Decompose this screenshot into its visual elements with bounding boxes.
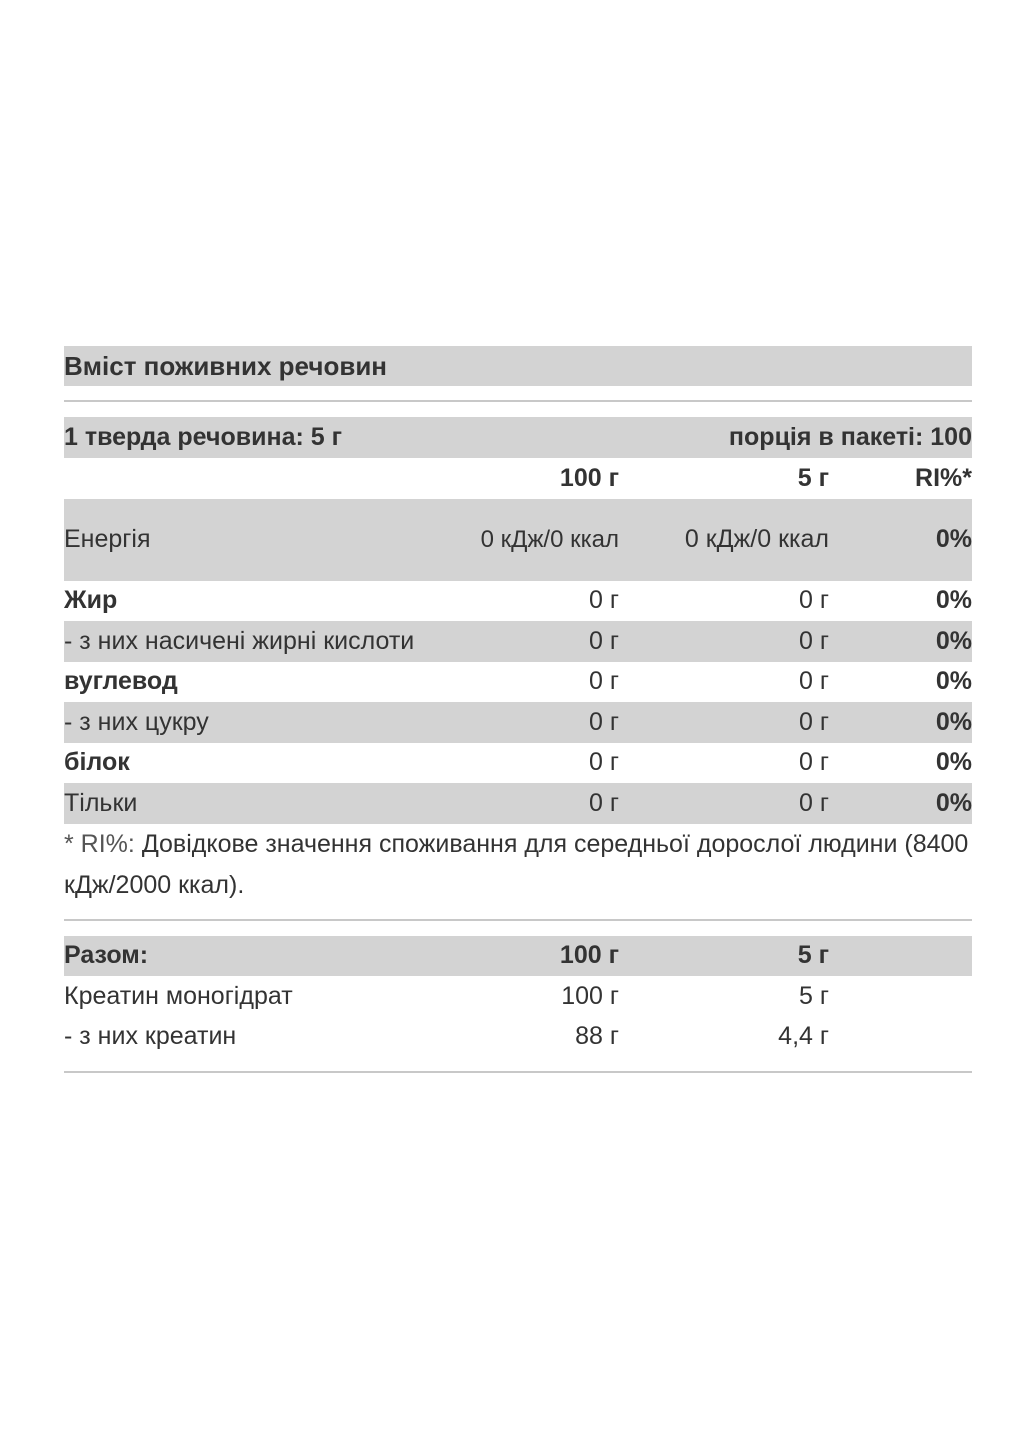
- nutrient-value-100g: 0 кДж/0 ккал: [480, 526, 619, 553]
- footnote-text: Довідкове значення споживання для середньої дорослої людини (8400 кДж/2000 ккал).: [64, 829, 969, 899]
- nutrient-value-ri: 0%: [935, 667, 972, 696]
- nutrient-value-5g: 0 г: [799, 586, 829, 615]
- nutrient-value-ri: 0%: [935, 586, 972, 615]
- nutrient-row-energy: [64, 499, 972, 581]
- nutrient-label: - з них цукру: [64, 707, 209, 736]
- nutrient-value-ri: 0%: [935, 788, 972, 817]
- nutrient-row-sugars: [64, 702, 972, 743]
- nutrition-panel: [64, 346, 972, 1073]
- nutrient-label: вуглевод: [64, 667, 178, 696]
- nutrient-label: білок: [64, 748, 130, 777]
- nutrient-label: - з них насичені жирні кислоти: [64, 626, 415, 655]
- column-header-row: [64, 458, 972, 499]
- column-header-ri: RI%*: [915, 463, 972, 492]
- ingredients-header-5g: 5 г: [797, 941, 829, 970]
- serving-size: 1 тверда речовина: 5 г: [64, 423, 343, 451]
- nutrient-value-100g: 0 г: [589, 586, 619, 615]
- ingredients-header-row: [64, 936, 972, 977]
- ingredient-value-5g: 4,4 г: [778, 1022, 829, 1051]
- column-header-100g: 100 г: [559, 463, 619, 492]
- ingredients-header-100g: 100 г: [559, 941, 619, 970]
- nutrient-row-protein: [64, 743, 972, 784]
- nutrient-value-5g: 0 г: [799, 788, 829, 817]
- nutrient-value-5g: 0 г: [799, 626, 829, 655]
- nutrient-value-ri: 0%: [935, 525, 972, 553]
- nutrient-label: Енергія: [64, 525, 151, 553]
- nutrient-value-ri: 0%: [935, 707, 972, 736]
- ingredient-value-5g: 5 г: [799, 981, 829, 1010]
- column-header-5g: 5 г: [797, 463, 829, 492]
- nutrient-row-fat: [64, 581, 972, 622]
- nutrient-value-ri: 0%: [935, 626, 972, 655]
- nutrient-value-100g: 0 г: [589, 626, 619, 655]
- nutrient-label: Тільки: [64, 788, 138, 817]
- nutrient-row-saturated-fat: [64, 621, 972, 662]
- nutrient-value-5g: 0 г: [799, 667, 829, 696]
- panel-title: Вміст поживних речовин: [64, 346, 972, 386]
- ingredient-row-creatine: [64, 1017, 972, 1058]
- ri-footnote: [64, 824, 972, 906]
- nutrient-value-100g: 0 г: [589, 788, 619, 817]
- nutrient-value-100g: 0 г: [589, 748, 619, 777]
- ingredient-label: Креатин моногідрат: [64, 981, 293, 1010]
- nutrient-value-100g: 0 г: [589, 667, 619, 696]
- nutrient-row-salt: [64, 783, 972, 824]
- divider: [64, 1071, 972, 1073]
- nutrient-value-5g: 0 кДж/0 ккал: [684, 525, 829, 553]
- nutrient-value-ri: 0%: [935, 748, 972, 777]
- nutrient-row-carbohydrate: [64, 662, 972, 703]
- nutrient-value-5g: 0 г: [799, 707, 829, 736]
- servings-per-pack: порція в пакеті: 100: [728, 423, 972, 451]
- ingredient-value-100g: 88 г: [575, 1022, 619, 1051]
- ingredients-header-label: Разом:: [64, 941, 149, 970]
- nutrient-label: Жир: [64, 586, 118, 615]
- footnote-mark: * RI%:: [64, 829, 135, 858]
- ingredient-value-100g: 100 г: [561, 981, 619, 1010]
- nutrient-value-5g: 0 г: [799, 748, 829, 777]
- ingredient-label: - з них креатин: [64, 1022, 237, 1051]
- ingredient-row-creatine-monohydrate: [64, 976, 972, 1017]
- serving-info: [64, 417, 972, 458]
- nutrient-value-100g: 0 г: [589, 707, 619, 736]
